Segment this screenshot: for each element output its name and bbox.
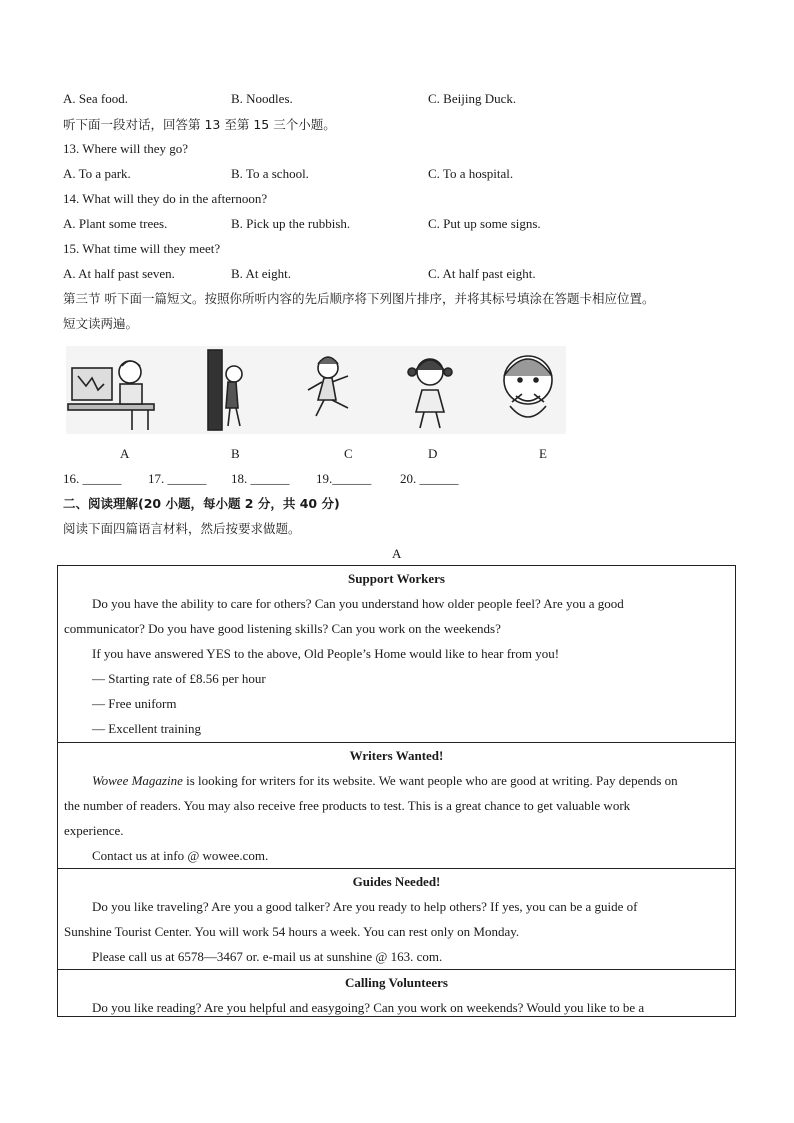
answer-blank-17[interactable]: 17. ______ bbox=[148, 471, 207, 486]
q13-stem: 13. Where will they go? bbox=[63, 141, 189, 156]
q15-option-b: B. At eight. bbox=[231, 266, 291, 281]
picture-label-b: B bbox=[231, 446, 240, 461]
q15-option-a: A. At half past seven. bbox=[63, 266, 175, 281]
picture-label-e: E bbox=[539, 446, 547, 461]
ad-text-line: experience. bbox=[64, 823, 124, 838]
picture-label-a: A bbox=[120, 446, 130, 461]
ad-title: Support Workers bbox=[348, 571, 445, 586]
answer-blank-19[interactable]: 19.______ bbox=[316, 471, 372, 486]
contact-line: Please call us at 6578—3467 or. e-mail us at sunshine @ 163. com. bbox=[92, 949, 443, 964]
q13-option-a: A. To a park. bbox=[63, 166, 131, 181]
part2-instruction: 阅读下面四篇语言材料，然后按要求做题。 bbox=[63, 521, 301, 536]
ad-text-line: the number of readers. You may also receive free products to test. This is a great chance to get valuable work bbox=[64, 798, 631, 813]
benefit-item: — Excellent training bbox=[92, 721, 202, 736]
listening-pictures bbox=[66, 346, 566, 434]
ad-text-line: Sunshine Tourist Center. You will work 54 hours a week. You can rest only on Monday. bbox=[64, 924, 520, 939]
q12-option-a: A. Sea food. bbox=[63, 91, 128, 106]
q14-option-c: C. Put up some signs. bbox=[428, 216, 541, 231]
dialogue-instruction: 听下面一段对话，回答第 13 至第 15 三个小题。 bbox=[63, 117, 336, 132]
answer-blank-18[interactable]: 18. ______ bbox=[231, 471, 290, 486]
magazine-name: Wowee Magazine bbox=[92, 773, 183, 788]
q14-stem: 14. What will they do in the afternoon? bbox=[63, 191, 268, 206]
answer-blank-20[interactable]: 20. ______ bbox=[400, 471, 459, 486]
contact-line: Contact us at info @ wowee.com. bbox=[92, 848, 269, 863]
ad-text-line: If you have answered YES to the above, Old People’s Home would like to hear from you! bbox=[92, 646, 560, 661]
ad-text-line bbox=[92, 773, 678, 789]
q15-option-c: C. At half past eight. bbox=[428, 266, 536, 281]
q13-option-b: B. To a school. bbox=[231, 166, 309, 181]
picture-label-d: D bbox=[428, 446, 438, 461]
ad-text-line: communicator? Do you have good listening skills? Can you work on the weekends? bbox=[64, 621, 501, 636]
ad-title: Guides Needed! bbox=[352, 874, 441, 889]
q15-stem: 15. What time will they meet? bbox=[63, 241, 221, 256]
ad-writers-wanted bbox=[58, 742, 735, 868]
section3-instruction-cont: 短文读两遍。 bbox=[63, 316, 139, 331]
ad-text-line: Do you have the ability to care for others? Can you understand how older people feel? Are you a good bbox=[92, 596, 624, 611]
ad-text: is looking for writers for its website. We want people who are good at writing. Pay depends on bbox=[182, 773, 678, 788]
picture-label-c: C bbox=[344, 446, 353, 461]
q13-option-c: C. To a hospital. bbox=[428, 166, 514, 181]
q14-option-a: A. Plant some trees. bbox=[63, 216, 168, 231]
ad-title: Calling Volunteers bbox=[345, 975, 448, 990]
ad-text-line: Do you like traveling? Are you a good talker? Are you ready to help others? If yes, you can be a guide of bbox=[92, 899, 638, 914]
section3-instruction: 第三节 听下面一篇短文。按照你所听内容的先后顺序将下列图片排序，并将其标号填涂在答题卡相应位置。 bbox=[63, 291, 655, 306]
ad-guides-needed bbox=[58, 868, 735, 969]
part2-heading: 二、阅读理解(20 小题，每小题 2 分，共 40 分) bbox=[63, 496, 340, 511]
ad-title: Writers Wanted! bbox=[349, 748, 444, 763]
ad-support-workers bbox=[58, 566, 735, 742]
passage-letter: A bbox=[392, 546, 402, 561]
q12-option-c: C. Beijing Duck. bbox=[428, 91, 517, 106]
benefit-item: — Free uniform bbox=[92, 696, 177, 711]
q12-option-b: B. Noodles. bbox=[231, 91, 293, 106]
answer-blank-16[interactable]: 16. ______ bbox=[63, 471, 122, 486]
benefit-item: — Starting rate of £8.56 per hour bbox=[92, 671, 266, 686]
ad-calling-volunteers bbox=[58, 969, 735, 1017]
ad-text-line: Do you like reading? Are you helpful and easygoing? Can you work on weekends? Would you like to be a bbox=[92, 1000, 645, 1015]
q14-option-b: B. Pick up the rubbish. bbox=[231, 216, 351, 231]
reading-ads-table bbox=[57, 565, 736, 1017]
